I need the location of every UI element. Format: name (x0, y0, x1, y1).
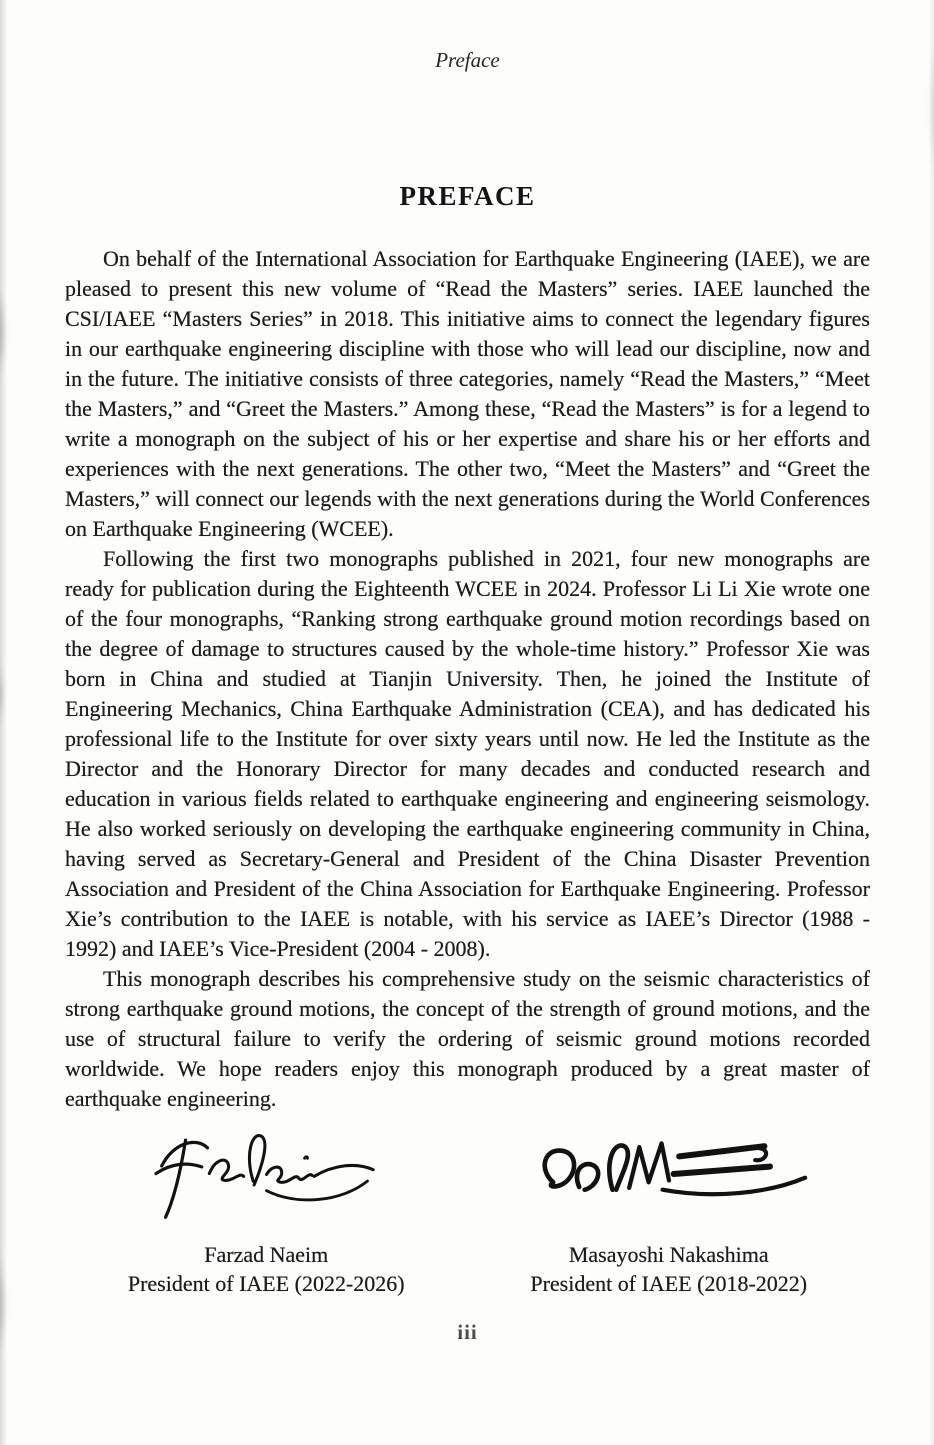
page-number: iii (457, 1320, 478, 1344)
signatory-name: Masayoshi Nakashima (568, 1242, 769, 1267)
scan-smudge (0, 285, 8, 380)
signatory-left-caption (65, 1234, 468, 1298)
paragraph-3: This monograph describes his comprehensive study on the seismic characteristics of strong earthquake ground motions, the concept of the strength of ground motions, and the use of structural failure to verify the ordering of seismic ground motions recorded worldwide. We hope readers enjoy this monograph produced by a great master of earthquake engineering. (65, 966, 870, 1111)
signature-block (65, 1124, 870, 1224)
signatory-title: President of IAEE (2018-2022) (530, 1271, 808, 1296)
paragraph-2: Following the first two monographs published in 2021, four new monographs are ready for publication during the Eighteenth WCEE in 2024. Professor Li Li Xie wrote one of the four monographs, “Ranking strong earthquake ground motion recordings based on the degree of damage to structures caused by the whole-time history.” Professor Xie was born in China and studied at Tianjin University. Then, he joined the Institute of Engineering Mechanics, China Earthquake Administration (CEA), and has dedicated his professional life to the Institute for over sixty years until now. He led the Institute as the Director and the Honorary Director for many decades and conducted research and education in various fields related to earthquake engineering and engineering seismology. He also worked seriously on developing the earthquake engineering community in China, having served as Secretary-General and President of the China Disaster Prevention Association and President of the China Association for Earthquake Engineering. Professor Xie’s contribution to the IAEE is notable, with his service as IAEE’s Director (1988 - 1992) and IAEE’s Vice-President (2004 - 2008). (65, 546, 870, 961)
signatory-right-caption (468, 1234, 871, 1298)
scan-smudge (928, 40, 934, 180)
signature-farzad-naeim (149, 1124, 384, 1224)
page-heading: PREFACE (399, 181, 536, 211)
preface-body (65, 244, 870, 1114)
paragraph-1: On behalf of the International Association for Earthquake Engineering (IAEE), we are pleased to present this new volume of “Read the Masters” series. IAEE launched the CSI/IAEE “Masters Series” in 2018. This initiative aims to connect the legendary figures in our earthquake engineering discipline with those who will lead our discipline, now and in the future. The initiative consists of three categories, namely “Read the Masters,” “Meet the Masters,” and “Greet the Masters.” Among these, “Read the Masters” is for a legend to write a monograph on the subject of his or her expertise and share his or her efforts and experiences with the next generations. The other two, “Meet the Masters” and “Greet the Masters,” will connect our legends with the next generations during the World Conferences on Earthquake Engineering (WCEE). (65, 246, 870, 541)
scan-smudge (0, 1250, 8, 1360)
running-header: Preface (435, 48, 500, 72)
scan-edge-artifact (929, 0, 934, 1445)
signature-captions (65, 1234, 870, 1298)
signatory-right (468, 1124, 871, 1224)
signature-masayoshi-nakashima (519, 1136, 819, 1224)
scan-smudge (0, 660, 6, 730)
scan-edge-artifact (0, 0, 7, 1445)
signatory-name: Farzad Naeim (204, 1242, 329, 1267)
signatory-title: President of IAEE (2022-2026) (127, 1271, 405, 1296)
signatory-left (65, 1124, 468, 1224)
